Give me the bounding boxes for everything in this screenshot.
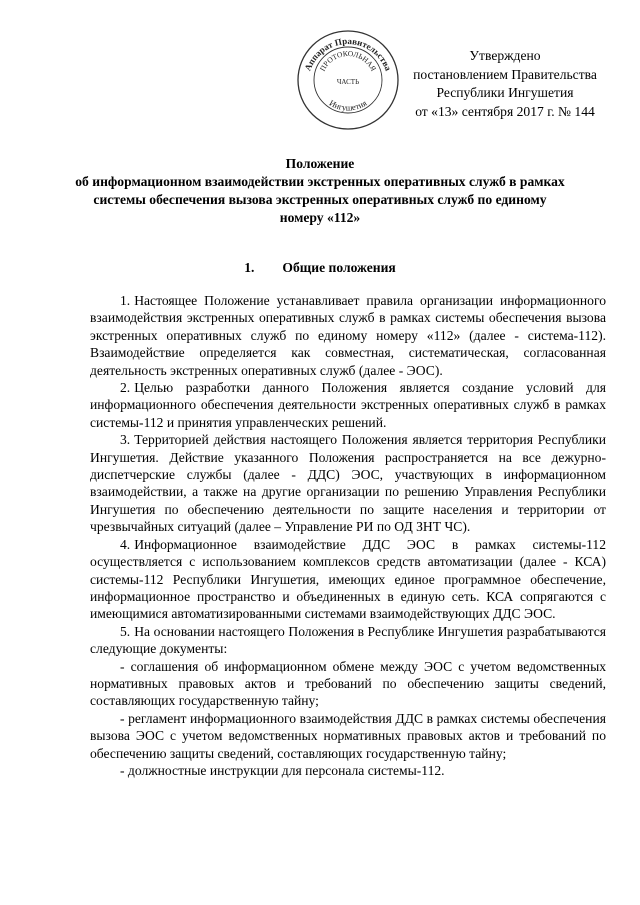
paragraph-2: 2. Целью разработки данного Положения является создание условий для информационного обеспечения деятельности экстренных оперативных служб в рамках системы-112 и принятия управленческих решений.	[90, 380, 606, 430]
paragraph-3: 3. Территорией действия настоящего Положения является территория Республики Ингушетия. Действие указанного Положения распространяется на все дежурно-диспетчерские службы (далее - ДДС) ЭОС, участвующих в информационном взаимодействии, а также на другие организации по решению Управления Республики Ингушетия по обеспечению деятельности по защите населения и территории от чрезвычайных ситуаций (далее – Управление РИ по ОД ЗНТ ЧС).	[90, 432, 606, 535]
svg-text:ПРОТОКОЛЬНАЯ	[318, 49, 378, 73]
approval-line: Республики Ингушетия	[436, 85, 574, 100]
approval-line: постановлением Правительства	[413, 66, 597, 82]
title-line: номеру «112»	[279, 210, 361, 225]
approval-line: Утверждено	[469, 48, 541, 63]
title-line: системы обеспечения вызова экстренных оперативных служб по единому	[93, 192, 547, 207]
list-item: - регламент информационного взаимодействия ДДС в рамках системы обеспечения вызова ЭОС с учетом ведомственных нормативных правовых актов и требований по обеспечению защиты сведений, составляющих государственную тайну;	[90, 710, 606, 761]
section-title: Общие положения	[282, 260, 396, 275]
list-item: - должностные инструкции для персонала системы-112.	[120, 762, 445, 778]
paragraph-1: 1. Настоящее Положение устанавливает правила организации информационного взаимодействия экстренных оперативных служб в рамках системы обеспечения вызова экстренных оперативных служб по единому номеру «112» (далее - система-112). Взаимодействие определяется как совместная, систематическая, согласованная деятельность экстренных оперативных служб (далее - ЭОС).	[90, 293, 606, 378]
paragraph-5: 5. На основании настоящего Положения в Республике Ингушетия разрабатываются следующие документы:	[90, 623, 606, 657]
seal-inner-text: ПРОТОКОЛЬНАЯ	[317, 48, 379, 73]
section-heading	[60, 260, 580, 276]
seal-center-text: ЧАСТЬ	[336, 78, 360, 86]
approval-line: от «13» сентября 2017 г. № 144	[415, 103, 595, 119]
seal-outer-text: Аппарат Правительства	[302, 35, 394, 73]
list-item: - соглашения об информационном обмене между ЭОС с учетом ведомственных нормативных правовых актов и требований по обеспечению защиты сведений, составляющих государственную тайну;	[90, 658, 606, 709]
seal-bottom-text: Ингушетия	[327, 97, 369, 113]
document-title	[60, 155, 580, 227]
document-body	[90, 292, 606, 779]
official-seal	[296, 28, 400, 132]
approval-block	[380, 47, 630, 121]
section-number: 1.	[244, 260, 255, 275]
paragraph-4: 4. Информационное взаимодействие ДДС ЭОС в рамках системы-112 осуществляется с использованием комплексов средств автоматизации (далее - КСА) системы-112 Республики Ингушетия, имеющих единое программное обеспечение, информационное пространство и объединенных в единую сеть. КСА сопрягаются с имеющимися автоматизированными системами взаимодействующих ДДС ЭОС.	[90, 536, 606, 622]
title-line: об информационном взаимодействии экстренных оперативных служб в рамках	[75, 174, 565, 189]
title-line: Положение	[285, 156, 355, 171]
